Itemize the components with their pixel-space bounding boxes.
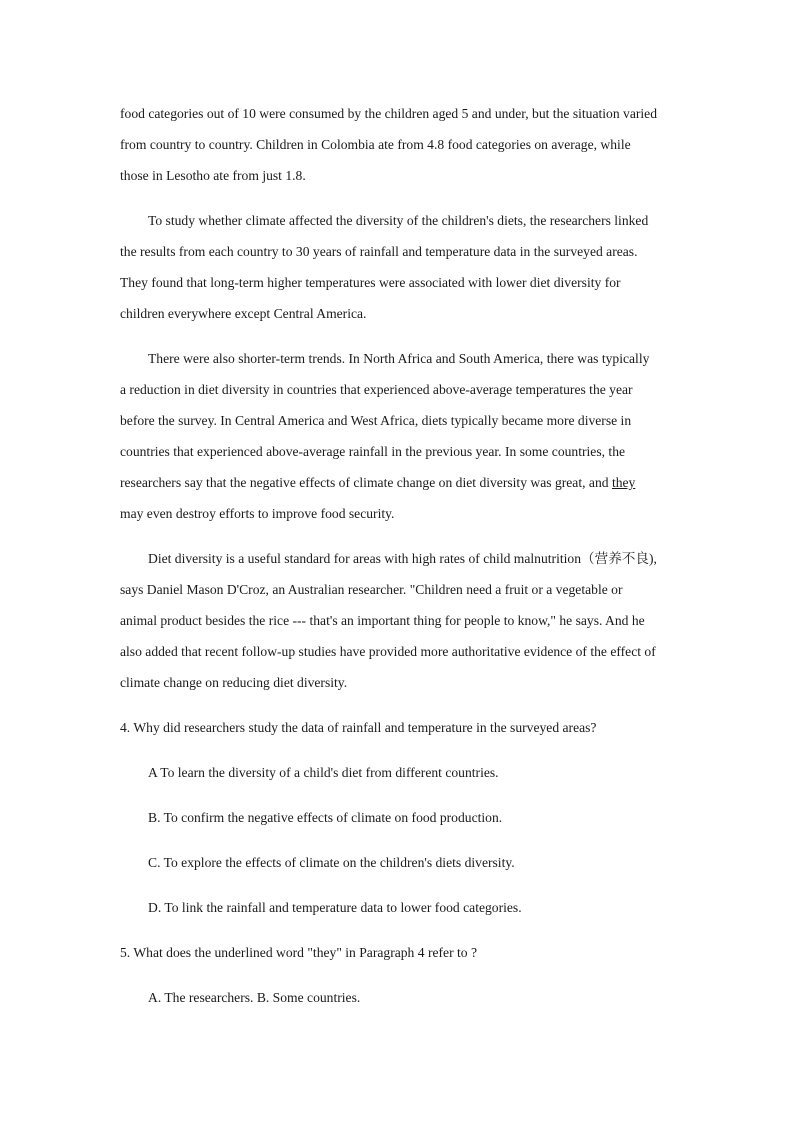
paragraph-4 xyxy=(120,543,680,698)
text-line: those in Lesotho ate from just 1.8. xyxy=(120,168,306,183)
text-line: countries that experienced above-average rainfall in the previous year. In some countries, the xyxy=(120,444,626,459)
underlined-word-they: they xyxy=(611,475,636,490)
option-a-b: A. The researchers. B. Some countries. xyxy=(148,990,361,1005)
text-segment: researchers say that the negative effects of climate change on diet diversity was great, and xyxy=(120,475,612,490)
text-line: says Daniel Mason D'Croz, an Australian researcher. "Children need a fruit or a vegetable or xyxy=(120,582,623,597)
text-line: a reduction in diet diversity in countries that experienced above-average temperatures the year xyxy=(120,382,633,397)
text-line: animal product besides the rice --- that's an important thing for people to know," he says. And he xyxy=(120,613,645,628)
question-stem: 4. Why did researchers study the data of rainfall and temperature in the surveyed areas? xyxy=(120,720,597,735)
text-line: climate change on reducing diet diversity. xyxy=(120,675,348,690)
text-line: the results from each country to 30 years of rainfall and temperature data in the surveyed areas. xyxy=(120,244,638,259)
question-stem: 5. What does the underlined word "they" in Paragraph 4 refer to ? xyxy=(120,945,477,960)
question-4 xyxy=(120,712,680,923)
text-line: There were also shorter-term trends. In North Africa and South America, there was typically xyxy=(148,351,650,366)
option-d: D. To link the rainfall and temperature data to lower food categories. xyxy=(148,900,522,915)
text-line: from country to country. Children in Colombia ate from 4.8 food categories on average, while xyxy=(120,137,631,152)
paragraph-3 xyxy=(120,343,680,529)
text-line: may even destroy efforts to improve food security. xyxy=(120,506,395,521)
text-line: children everywhere except Central America. xyxy=(120,306,367,321)
paragraph-2 xyxy=(120,205,680,329)
document-page xyxy=(120,98,680,1027)
option-c: C. To explore the effects of climate on the children's diets diversity. xyxy=(148,855,515,870)
option-a: A To learn the diversity of a child's diet from different countries. xyxy=(148,765,499,780)
text-line xyxy=(120,467,680,498)
paragraph-1 xyxy=(120,98,680,191)
text-line: also added that recent follow-up studies have provided more authoritative evidence of the effect of xyxy=(120,644,656,659)
text-line: Diet diversity is a useful standard for areas with high rates of child malnutrition（营养不良), xyxy=(148,551,657,566)
text-line: food categories out of 10 were consumed by the children aged 5 and under, but the situation varied xyxy=(120,106,657,121)
text-line: To study whether climate affected the diversity of the children's diets, the researchers linked xyxy=(148,213,649,228)
text-line: They found that long-term higher temperatures were associated with lower diet diversity for xyxy=(120,275,621,290)
question-5 xyxy=(120,937,680,1013)
text-line: before the survey. In Central America and West Africa, diets typically became more diverse in xyxy=(120,413,632,428)
option-b: B. To confirm the negative effects of climate on food production. xyxy=(148,810,503,825)
